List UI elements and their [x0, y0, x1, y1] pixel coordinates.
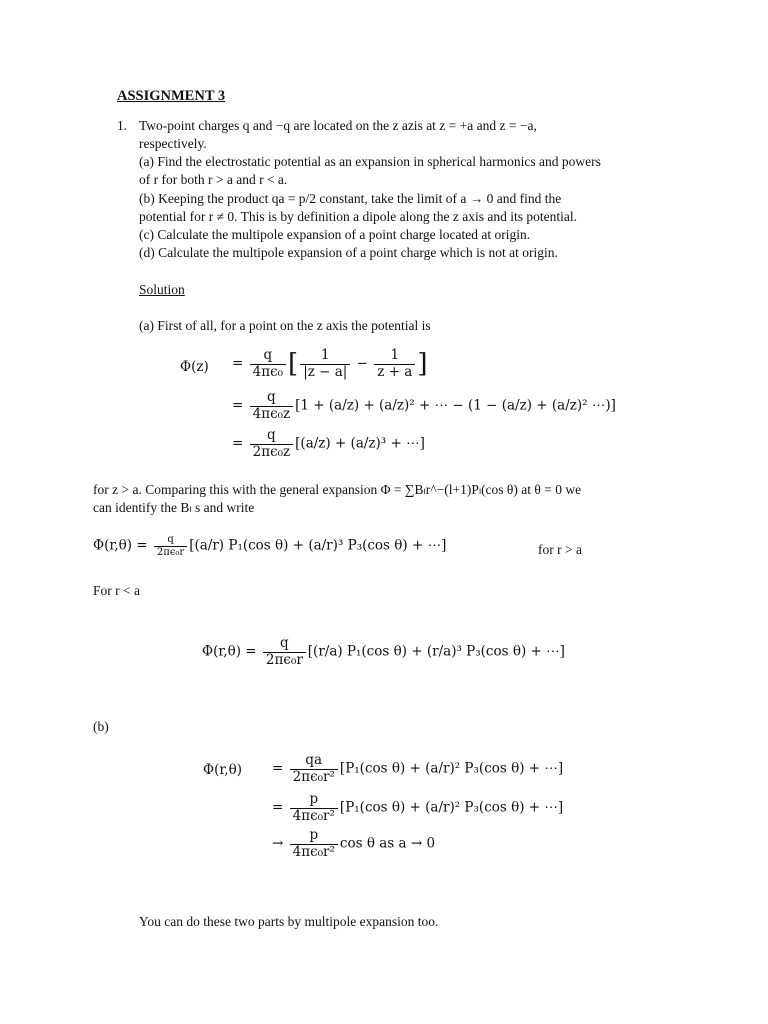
eq2: Φ(r,θ) = $\frac{q}{\text{2πϵ₀r}}$ [(a/r) P₁(cos θ) + (a/r)³ P₃(cos θ) + ⋯] — [93, 534, 447, 558]
problem-number: 1. — [117, 118, 128, 133]
eq4-lhs: Φ(r,θ) — [203, 762, 242, 778]
problem-line-8: (d) Calculate the multipole expansion of a point charge which is not at origin. — [139, 245, 558, 260]
eq3: Φ(r,θ) = $\frac{q}{\text{2πϵ₀r}}$ [(r/a) P₁(cos θ) + (r/a)³ P₃(cos θ) + ⋯] — [202, 635, 565, 668]
problem-line-2: respectively. — [139, 136, 207, 151]
problem-line-5: (b) Keeping the product qa = p/2 constant, take the limit of a → 0 and find the — [139, 191, 562, 206]
eq1-row3: = $\frac{q}{\text{2πϵ₀z}}$ [(a/z) + (a/z)³ + ⋯] — [232, 427, 425, 460]
eq1-lhs: Φ(z) — [180, 359, 209, 375]
compare-line-2: can identify the Bₗ s and write — [93, 500, 255, 515]
problem-line-3: (a) Find the electrostatic potential as an expansion in spherical harmonics and powers — [139, 154, 601, 169]
problem-line-4: of r for both r > a and r < a. — [139, 172, 288, 187]
eq1-row1: = $\frac{q}{\text{4πϵ₀}}$ [ $\frac{1}{|z - a|}$ − $\frac{1}{z + a}$ ] — [232, 347, 428, 380]
part-a-intro: (a) First of all, for a point on the z axis the potential is — [139, 318, 431, 333]
eq2-condition: for r > a — [538, 542, 582, 557]
eq4-row1: = $\frac{qa}{\text{2πϵ₀r²}}$ [P₁(cos θ) + (a/r)² P₃(cos θ) + ⋯] — [272, 752, 564, 785]
eq4-row2: = $\frac{p}{\text{4πϵ₀r²}}$ [P₁(cos θ) + (a/r)² P₃(cos θ) + ⋯] — [272, 791, 564, 824]
problem-line-1: Two-point charges q and −q are located on the z azis at z = +a and z = −a, — [139, 118, 537, 133]
compare-line-1: for z > a. Comparing this with the general expansion Φ = ∑Bₗr^−(l+1)Pₗ(cos θ) at θ = 0 we — [93, 482, 582, 497]
eq4-row3: → $\frac{p}{\text{4πϵ₀r²}}$ cos θ as a → 0 — [272, 827, 436, 860]
eq1-row2: = $\frac{q}{\text{4πϵ₀z}}$ [1 + (a/z) + (a/z)² + ⋯ − (1 − (a/z) + (a/z)² ⋯)] — [232, 389, 616, 422]
problem-line-7: (c) Calculate the multipole expansion of a point charge located at origin. — [139, 227, 531, 242]
assignment-title: ASSIGNMENT 3 — [117, 88, 226, 104]
solution-heading: Solution — [139, 282, 185, 297]
problem-line-6: potential for r ≠ 0. This is by definition a dipole along the z axis and its potential. — [139, 209, 577, 224]
part-b-label: (b) — [93, 719, 109, 734]
for-r-less-label: For r < a — [93, 583, 140, 598]
closing-remark: You can do these two parts by multipole expansion too. — [139, 914, 439, 929]
